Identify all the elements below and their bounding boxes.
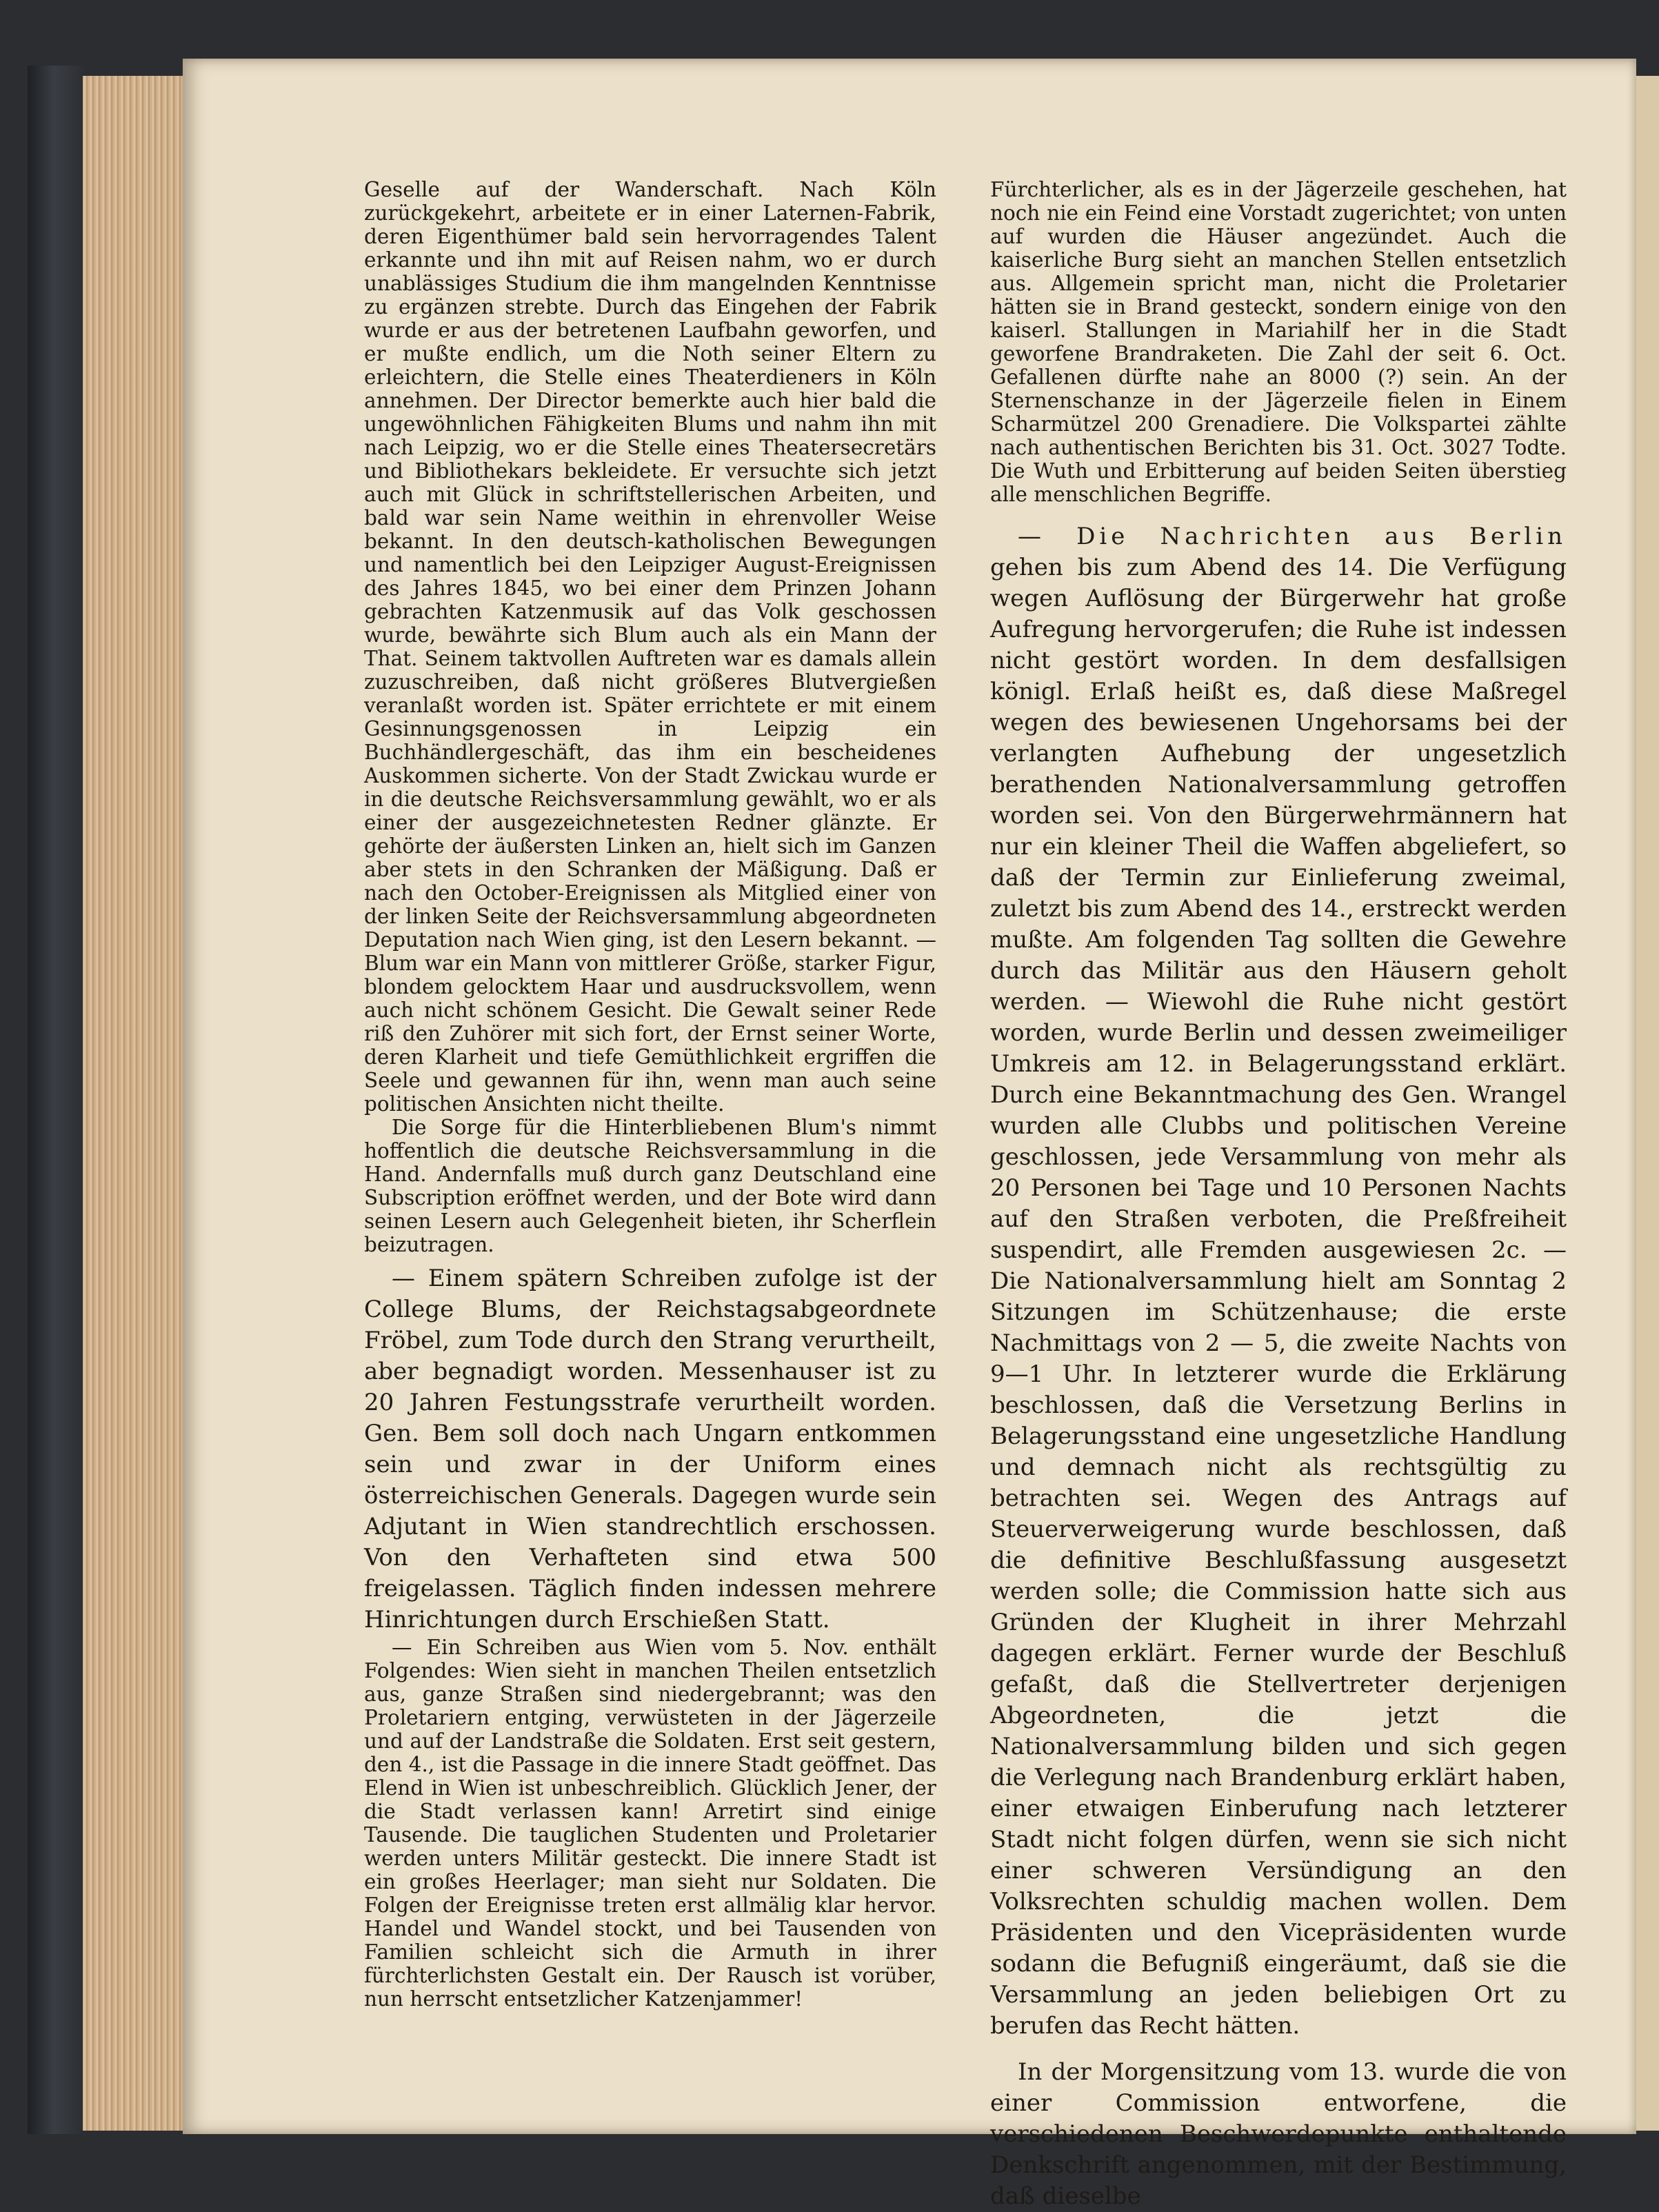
berlin-news-heading: — Die Nachrichten aus Berlin	[1018, 523, 1567, 550]
paragraph-morgensitzung: In der Morgensitzung vom 13. wurde die von einer Commission entworfene, die verschiedenen Beschwerdepunkte enthaltende Denkschrift angenommen, mit der Bestimmung, daß dieselbe	[990, 2058, 1567, 2210]
facing-page-edge	[1636, 76, 1659, 2131]
paragraph-blum-biography: Geselle auf der Wanderschaft. Nach Köln zurückgekehrt, arbeitete er in einer Laternen-Fabrik, deren Eigenthümer bald sein hervorragendes Talent erkannte und ihn mit auf Reisen nahm, wo er durch unablässiges Studium die ihm mangelnden Kenntnisse zu ergänzen strebte. Durch das Eingehen der Fabrik wurde er aus der betretenen Laufbahn geworfen, und er mußte endlich, um die Noth seiner Eltern zu erleichtern, die Stelle eines Theaterdieners in Köln annehmen. Der Director bemerkte auch hier bald die ungewöhnlichen Fähigkeiten Blums und nahm ihn mit nach Leipzig, wo er die Stelle eines Theatersecretärs und Bibliothekars bekleidete. Er versuchte sich jetzt auch mit Glück in schriftstellerischen Arbeiten, und bald war sein Name weithin in ehrenvoller Weise bekannt. In den deutsch-katholischen Bewegungen und namentlich bei den Leipziger August-Ereignissen des Jahres 1845, wo bei einer dem Prinzen Johann gebrachten Katzenmusik auf das Volk geschossen wurde, bewährte sich Blum auch als ein Mann der That. Seinem taktvollen Auftreten war es damals allein zuzuschreiben, daß nicht größeres Blutvergießen veranlaßt worden ist. Später errichtete er mit einem Gesinnungsgenossen in Leipzig ein Buchhändlergeschäft, das ihm ein bescheidenes Auskommen sicherte. Von der Stadt Zwickau wurde er in die deutsche Reichsversammlung gewählt, wo er als einer der ausgezeichnetesten Redner glänzte. Er gehörte der äußersten Linken an, hielt sich im Ganzen aber stets in den Schranken der Mäßigung. Daß er nach den October-Ereignissen als Mitglied einer von der linken Seite der Reichsversammlung abgeordneten Deputation nach Wien ging, ist den Lesern bekannt. — Blum war ein Mann von mittlerer Größe, starker Figur, blondem gelocktem Haar und ausdrucksvollem, wenn auch nicht schönem Gesicht. Die Gewalt seiner Rede riß den Zuhörer mit sich fort, der Ernst seiner Worte, deren Klarheit und tiefe Gemüthlichkeit ergriffen die Seele und gewannen für ihn, wenn man auch seine politischen Ansichten nicht theilte.	[364, 178, 936, 1116]
right-text-column	[990, 178, 1567, 2210]
paragraph-wien-letter: — Ein Schreiben aus Wien vom 5. Nov. enthält Folgendes: Wien sieht in manchen Theilen entsetzlich aus, ganze Straßen sind niedergebrannt; was den Proletariern entging, verwüsteten in der Jägerzeile und auf der Landstraße die Soldaten. Erst seit gestern, den 4., ist die Passage in die innere Stadt geöffnet. Das Elend in Wien ist unbeschreiblich. Glücklich Jener, der die Stadt verlassen kann! Arretirt sind einige Tausende. Die tauglichen Studenten und Proletarier werden unters Militär gesteckt. Die innere Stadt ist ein großes Heerlager; man sieht nur Soldaten. Die Folgen der Ereignisse treten erst allmälig klar hervor. Handel und Wandel stockt, und bei Tausenden von Familien schleicht sich die Armuth in ihrer fürchterlichsten Gestalt ein. Der Rausch ist vorüber, nun herrscht entsetzlicher Katzenjammer!	[364, 1636, 936, 2011]
paragraph-froebel: — Einem spätern Schreiben zufolge ist der College Blums, der Reichstagsabgeordnete Fröbel, zum Tode durch den Strang verurtheilt, aber begnadigt worden. Messenhauser ist zu 20 Jahren Festungsstrafe verurtheilt worden. Gen. Bem soll doch nach Ungarn entkommen sein und zwar in der Uniform eines österreichischen Generals. Dagegen wurde sein Adjutant in Wien standrechtlich erschossen. Von den Verhafteten sind etwa 500 freigelassen. Täglich finden indessen mehrere Hinrichtungen durch Erschießen Statt.	[364, 1265, 936, 1633]
book-cover-edge	[28, 66, 86, 2134]
berlin-news-body: gehen bis zum Abend des 14. Die Verfügung wegen Auflösung der Bürgerwehr hat große Aufregung hervorgerufen; die Ruhe ist indessen nicht gestört worden. In dem desfallsigen königl. Erlaß heißt es, daß diese Maßregel wegen des bewiesenen Ungehorsams bei der verlangten Aufhebung der ungesetzlich berathenden Nationalversammlung getroffen worden sei. Von den Bürgerwehrmännern hat nur ein kleiner Theil die Waffen abgeliefert, so daß der Termin zur Einlieferung zweimal, zuletzt bis zum Abend des 14., erstreckt werden mußte. Am folgenden Tag sollten die Gewehre durch das Militär aus den Häusern geholt werden. — Wiewohl die Ruhe nicht gestört worden, wurde Berlin und dessen zweimeiliger Umkreis am 12. in Belagerungsstand erklärt. Durch eine Bekanntmachung des Gen. Wrangel wurden alle Clubbs und politischen Vereine geschlossen, jede Versammlung von mehr als 20 Personen bei Tage und 10 Personen Nachts auf den Straßen verboten, die Preßfreiheit suspendirt, alle Fremden ausgewiesen 2c. — Die Nationalversammlung hielt am Sonntag 2 Sitzungen im Schützenhause; die erste Nachmittags von 2 — 5, die zweite Nachts von 9—1 Uhr. In letzterer wurde die Erklärung beschlossen, daß die Versetzung Berlins in Belagerungsstand eine ungesetzliche Handlung und demnach nicht als rechtsgültig zu betrachten sei. Wegen des Antrags auf Steuerverweigerung wurde beschlossen, daß die definitive Beschlußfassung ausgesetzt werden solle; die Commission hatte sich aus Gründen der Klugheit in ihrer Mehrzahl dagegen erklärt. Ferner wurde der Beschluß gefaßt, daß die Stellvertreter derjenigen Abgeordneten, die jetzt die Nationalversammlung bilden und sich gegen die Verlegung nach Brandenburg erklärt haben, einer etwaigen Einberufung nach letzterer Stadt nicht folgen dürfen, wenn sie sich nicht einer schweren Versündigung an den Volksrechten schuldig machen wollen. Dem Präsidenten und den Vicepräsidenten wurde sodann die Befugniß eingeräumt, daß sie die Versammlung an jeden beliebigen Ort zu berufen das Recht hätten.	[990, 554, 1567, 2040]
paragraph-jaegerzeile: Fürchterlicher, als es in der Jägerzeile geschehen, hat noch nie ein Feind eine Vorstadt zugerichtet; von unten auf wurden die Häuser angezündet. Auch die kaiserliche Burg sieht an manchen Stellen entsetzlich aus. Allgemein spricht man, nicht die Proletarier hätten sie in Brand gesteckt, sondern einige von den kaiserl. Stallungen in Mariahilf her in die Stadt geworfene Brandraketen. Die Zahl der seit 6. Oct. Gefallenen dürfte nahe an 8000 (?) sein. An der Sternenschanze in der Jägerzeile fielen in Einem Scharmützel 200 Grenadiere. Die Volkspartei zählte nach authentischen Berichten bis 31. Oct. 3027 Todte. Die Wuth und Erbitterung auf beiden Seiten überstieg alle menschlichen Begriffe.	[990, 178, 1567, 506]
paragraph-blum-family: Die Sorge für die Hinterbliebenen Blum's nimmt hoffentlich die deutsche Reichsversammlung in die Hand. Andernfalls muß durch ganz Deutschland eine Subscription eröffnet werden, und der Bote wird dann seinen Lesern auch Gelegenheit bieten, ihr Scherflein beizutragen.	[364, 1116, 936, 1256]
page-edges	[83, 76, 186, 2131]
left-text-column	[364, 178, 936, 2033]
paragraph-berlin-news	[990, 521, 1567, 2042]
